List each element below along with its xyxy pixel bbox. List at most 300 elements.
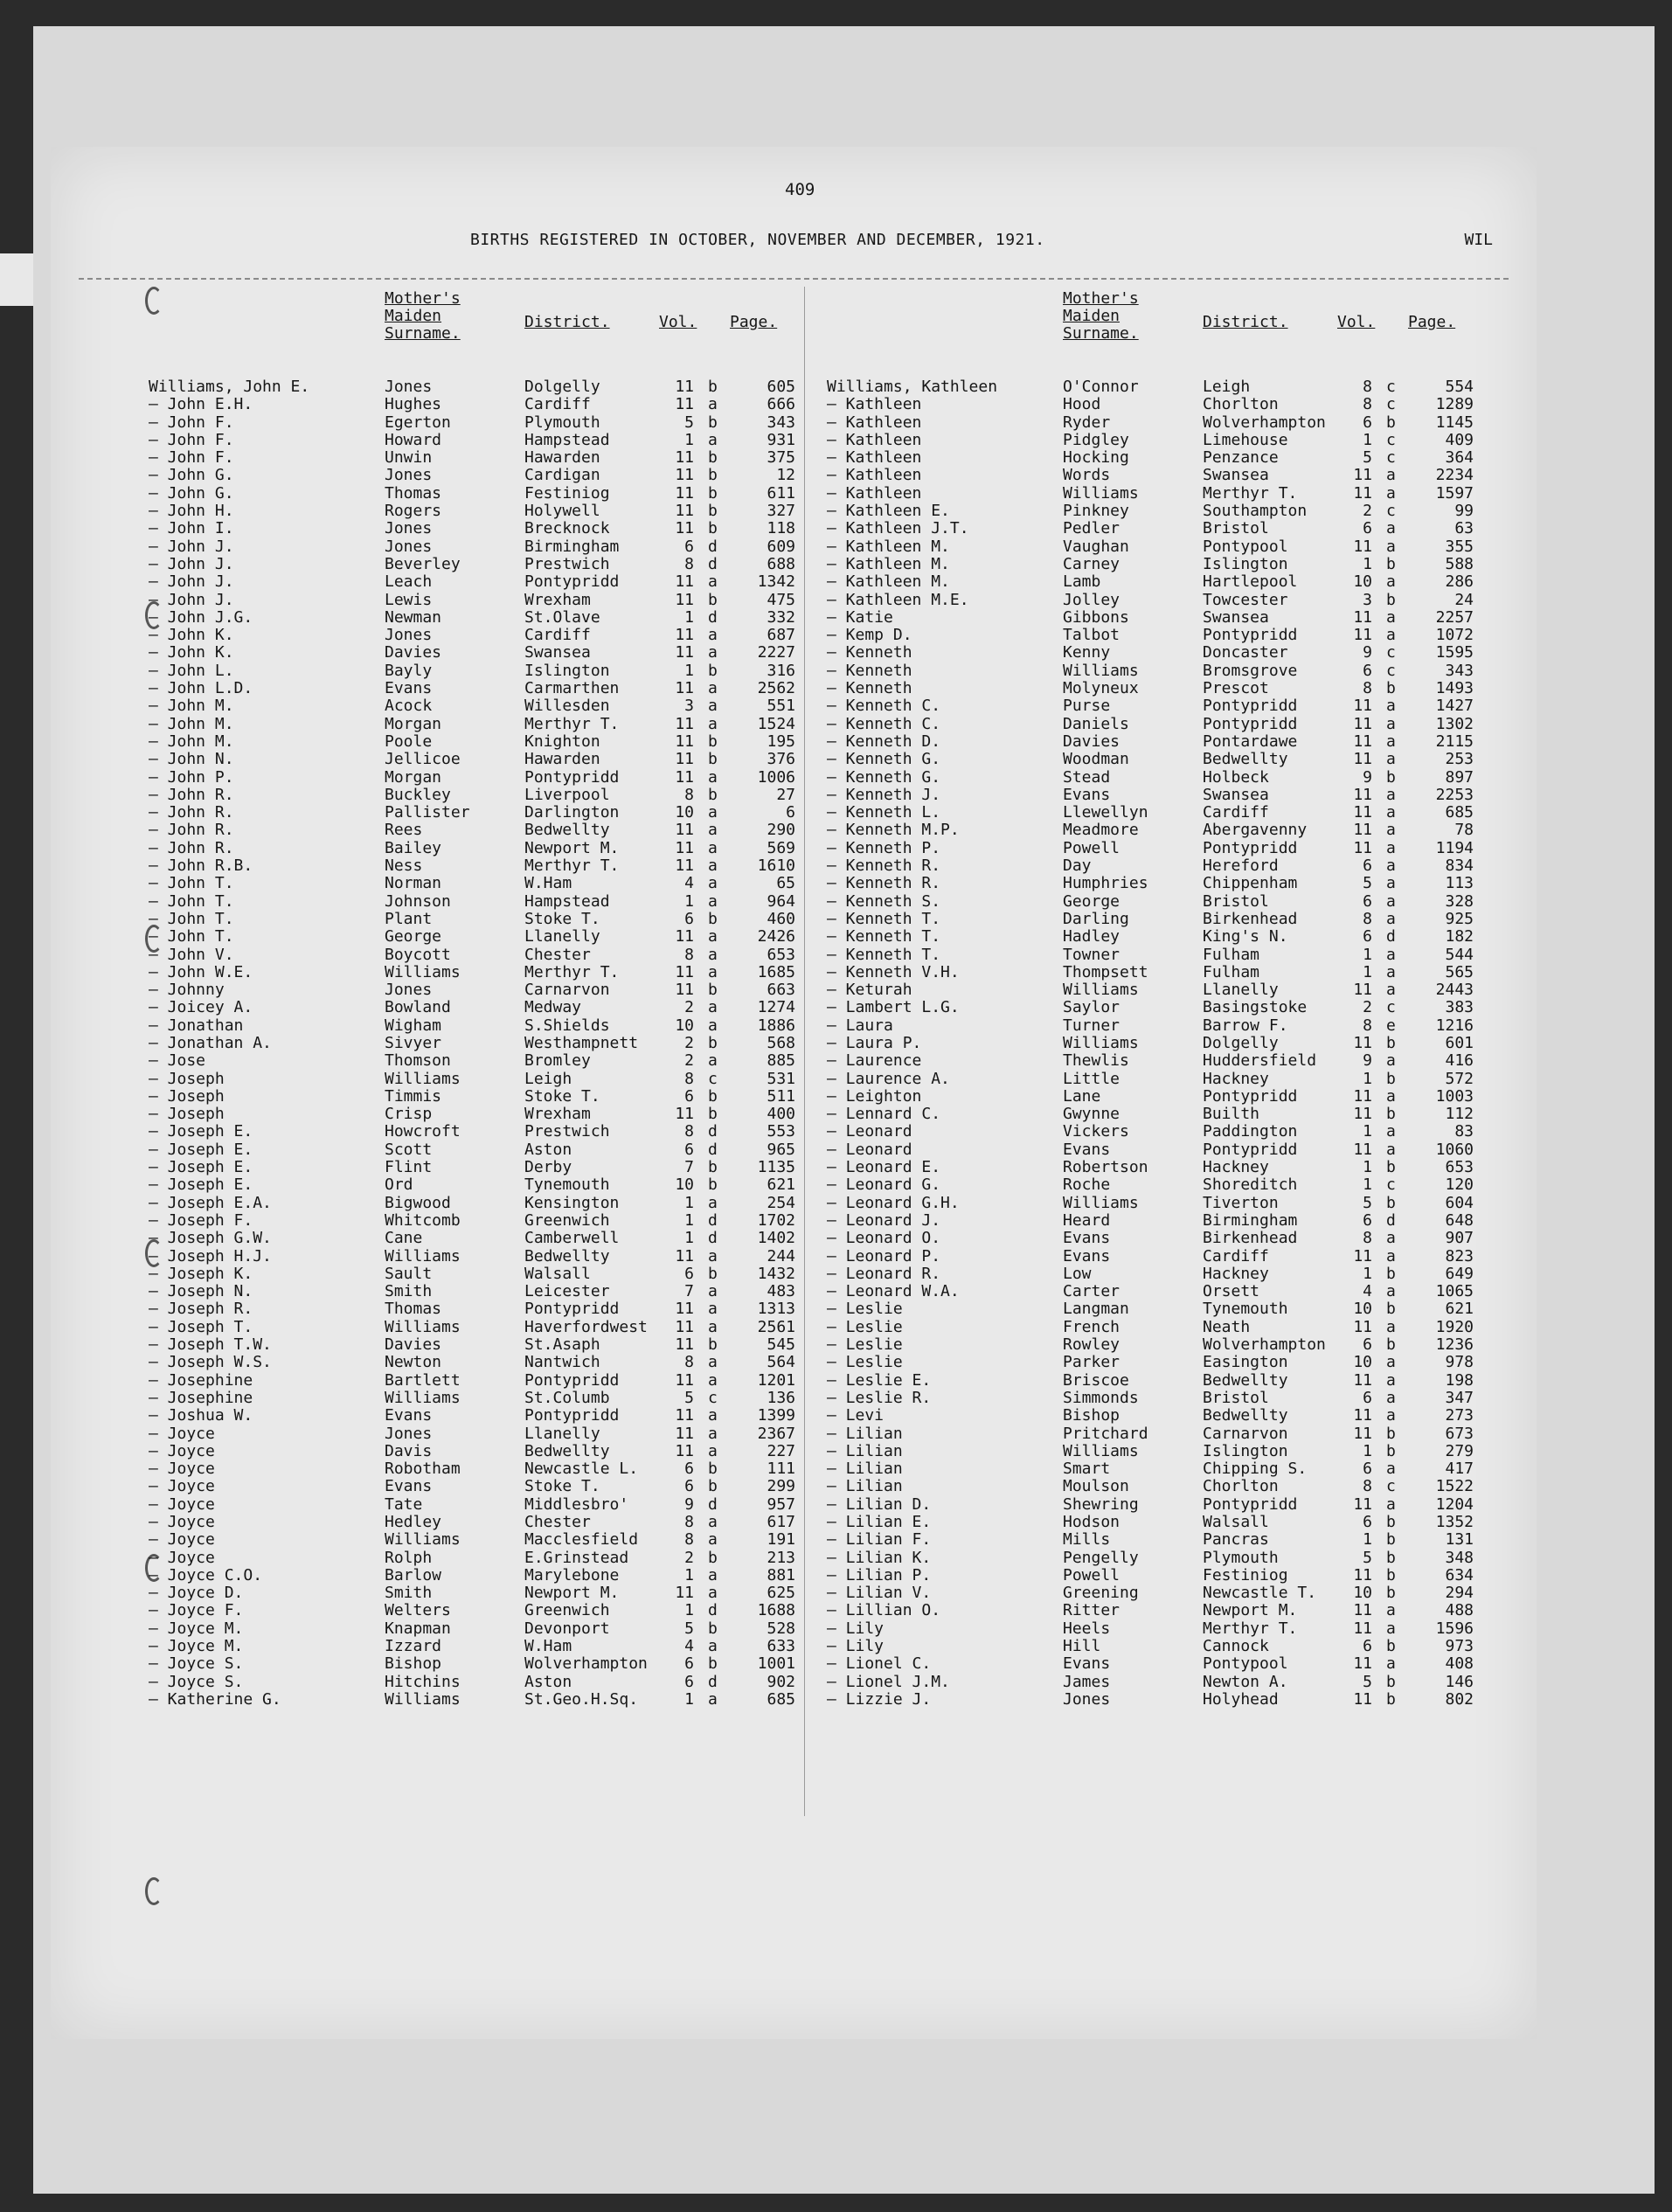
volume-letter: a [1386,1086,1396,1106]
volume-letter: a [708,714,718,733]
volume-letter: b [708,1477,718,1496]
volume: 8 [1363,395,1372,414]
volume: 6 [684,1672,694,1691]
maiden-surname: Welters [385,1601,451,1620]
volume: 5 [1363,874,1372,893]
district-heading: District. [524,313,610,331]
volume-letter: b [708,981,718,1000]
entry-name: — John J. [149,537,234,556]
maiden-surname: Pallister [385,803,470,822]
page-ref: 601 [1445,1033,1474,1052]
page-ref: 118 [767,519,795,538]
maiden-surname: Acock [385,697,433,716]
binder-hole [145,1877,163,1905]
district: Abergavenny [1203,821,1308,840]
volume-letter: a [1386,803,1396,822]
page-ref: 621 [1445,1300,1474,1319]
maiden-surname: Izzard [385,1637,442,1656]
entry-name: — Kenneth G. [827,750,941,769]
maiden-surname: Poole [385,732,433,751]
maiden-surname: Saylor [1063,998,1120,1017]
entry-name: — Laura P. [827,1033,922,1052]
volume: 6 [684,1477,694,1496]
entry-name: — Lily [827,1637,885,1656]
volume-letter: c [1386,643,1396,662]
table-row [827,1229,1517,1246]
page-ref: 663 [767,981,795,1000]
left-column [149,287,839,1708]
table-row [149,1122,839,1140]
page-ref: 195 [767,732,795,751]
maiden-surname: Little [1063,1069,1120,1088]
table-row [149,768,839,786]
volume-letter: a [1386,483,1396,503]
maiden-surname: Woodman [1063,750,1129,769]
maiden-surname: Ritter [1063,1601,1120,1620]
district: Basingstoke [1203,998,1308,1017]
volume-letter: a [1386,1246,1396,1265]
maiden-surname: Williams [1063,661,1139,680]
page-ref: 2257 [1435,607,1474,627]
volume-letter: a [1386,1140,1396,1159]
table-row [149,856,839,874]
table-row [827,1122,1517,1140]
page-ref: 375 [767,448,795,468]
volume: 11 [1353,1246,1372,1265]
entry-name: — Joseph [149,1069,225,1088]
district: Greenwich [524,1601,610,1620]
entry-name: — John J. [149,590,234,609]
page-ref: 572 [1445,1069,1474,1088]
table-row [149,378,839,395]
entry-name: — Jonathan [149,1016,244,1035]
column-header [827,287,1517,357]
district: Swansea [1203,785,1269,804]
page-ref: 554 [1445,378,1474,396]
page-ref: 553 [767,1122,795,1141]
table-row [149,697,839,714]
entry-name: — Joyce S. [149,1672,244,1691]
volume-letter: e [1386,1016,1396,1035]
table-row [827,1247,1517,1265]
table-row [827,732,1517,750]
volume: 11 [1353,1619,1372,1638]
maiden-surname: Williams [385,1069,461,1088]
district: Stoke T. [524,1477,600,1496]
volume-letter: c [1386,1477,1396,1496]
volume-letter: b [1386,679,1396,698]
volume-letter: a [708,1637,718,1656]
entry-name: — John W.E. [149,962,253,981]
volume: 6 [684,909,694,928]
district: Pontypridd [524,572,620,592]
district: Newport M. [524,1584,620,1603]
maiden-surname: Pritchard [1063,1424,1148,1443]
table-row [149,892,839,910]
page-ref: 355 [1445,537,1474,556]
volume-letter: b [708,785,718,804]
table-row [149,1371,839,1389]
entry-name: — Leslie [827,1317,903,1336]
page-ref: 2367 [757,1424,795,1443]
table-row [149,803,839,821]
maiden-surname: Flint [385,1158,433,1177]
table-row [149,821,839,838]
page-ref: 1685 [757,962,795,981]
volume-letter: b [1386,1193,1396,1212]
volume-letter: b [708,732,718,751]
volume-letter: a [1386,714,1396,733]
page-ref: 568 [767,1033,795,1052]
entry-name: — Johnny [149,981,225,1000]
maiden-surname: Thompsett [1063,962,1148,981]
district: Dolgelly [1203,1033,1279,1052]
volume: 6 [1363,519,1372,538]
maiden-surname: Howard [385,430,442,449]
volume-letter: a [708,572,718,592]
district: Hackney [1203,1158,1269,1177]
table-row [149,1389,839,1406]
volume: 11 [1353,626,1372,645]
entry-name: — Kenneth [827,643,912,662]
maiden-surname: Davis [385,1441,433,1460]
entry-name: — Lillian O. [827,1601,941,1620]
volume-letter: a [708,856,718,876]
district: Islington [1203,554,1288,573]
entry-name: Williams, John E. [149,378,310,396]
page-ref: 2253 [1435,785,1474,804]
volume-letter: d [1386,927,1396,947]
district: Newcastle L. [524,1460,639,1479]
heading-line: Maiden [1063,307,1120,325]
volume-letter: b [708,519,718,538]
volume: 11 [675,572,694,592]
table-row [827,927,1517,945]
page-ref: 1302 [1435,714,1474,733]
page-ref: 688 [767,554,795,573]
maiden-surname: Heard [1063,1210,1111,1230]
entry-name: — Kenneth T. [827,927,941,947]
volume-letter: b [708,1033,718,1052]
district: Pontypridd [524,767,620,787]
volume: 1 [684,1689,694,1709]
district: Doncaster [1203,643,1288,662]
district: Tiverton [1203,1193,1279,1212]
volume: 11 [675,714,694,733]
volume: 11 [675,1317,694,1336]
volume: 10 [675,803,694,822]
volume: 6 [1363,891,1372,911]
volume: 11 [1353,714,1372,733]
table-row [149,413,839,431]
vol-heading: Vol. [659,313,697,331]
volume: 11 [675,1105,694,1124]
maiden-surname: Molyneux [1063,679,1139,698]
page-ref: 569 [767,838,795,857]
maiden-surname: Hood [1063,395,1101,414]
table-row [827,1690,1517,1708]
district: Cardiff [524,395,591,414]
table-row [149,1282,839,1300]
table-row [149,998,839,1016]
table-row [827,715,1517,732]
maiden-surname: Cane [385,1229,423,1248]
volume: 11 [675,821,694,840]
volume: 11 [1353,483,1372,503]
volume: 11 [1353,607,1372,627]
district: Swansea [1203,466,1269,485]
maiden-surname: Lane [1063,1086,1101,1106]
entry-name: — Joseph T. [149,1317,253,1336]
district: Chorlton [1203,395,1279,414]
volume-letter: b [708,1335,718,1355]
table-row [149,537,839,555]
volume-letter: a [708,803,718,822]
volume: 1 [684,430,694,449]
maiden-surname: Evans [385,1477,433,1496]
entry-name: — Joyce M. [149,1619,244,1638]
maiden-surname: Jellicoe [385,750,461,769]
entry-name: — Leonard W.A. [827,1282,960,1301]
volume: 3 [1363,590,1372,609]
page-ref: 965 [767,1140,795,1159]
table-row [149,927,839,945]
district: Holywell [524,502,600,521]
volume: 1 [684,1601,694,1620]
page-ref: 1595 [1435,643,1474,662]
volume: 6 [684,1654,694,1674]
page-ref: 1289 [1435,395,1474,414]
volume-letter: a [1386,891,1396,911]
district: Prescot [1203,679,1269,698]
scan-edge-tab [0,253,33,306]
table-row [149,1637,839,1654]
page-title: BIRTHS REGISTERED IN OCTOBER, NOVEMBER AND DECEMBER, 1921. [470,231,1045,249]
entry-name: — Leighton [827,1086,922,1106]
page-ref: 290 [767,821,795,840]
heading-line: Maiden [385,307,442,325]
table-row [149,1425,839,1442]
volume-letter: a [708,998,718,1017]
table-row [149,431,839,448]
volume-letter: a [708,1193,718,1212]
maiden-surname: Ryder [1063,413,1111,432]
page-ref: 227 [767,1441,795,1460]
table-row [149,1353,839,1370]
volume-letter: a [708,1689,718,1709]
page-ref: 475 [767,590,795,609]
page-ref: 653 [767,945,795,964]
volume: 9 [684,1494,694,1514]
volume: 11 [675,767,694,787]
entry-name: — Kathleen E. [827,502,950,521]
entry-name: — Kathleen [827,395,922,414]
district: Birkenhead [1203,1229,1298,1248]
entry-name: — Joseph E.A. [149,1193,272,1212]
volume: 8 [1363,909,1372,928]
page-ref: 24 [1454,590,1474,609]
volume-letter: d [708,607,718,627]
table-row [827,1016,1517,1034]
district: Bedwellty [524,1246,610,1265]
volume: 6 [684,1264,694,1283]
entry-name: — John R. [149,785,234,804]
page-ref: 2562 [757,679,795,698]
district: Carnarvon [1203,1424,1288,1443]
maiden-surname: Jones [385,981,433,1000]
page-ref: 931 [767,430,795,449]
district: Tynemouth [524,1175,610,1195]
district: Wrexham [524,1105,591,1124]
district: Westhampnett [524,1033,639,1052]
volume-letter: b [708,466,718,485]
volume: 8 [684,945,694,964]
entry-name: — Kenneth M.P. [827,821,960,840]
maiden-surname: Stead [1063,767,1111,787]
volume: 11 [675,927,694,947]
district: Cardiff [524,626,591,645]
maiden-surname: O'Connor [1063,378,1139,396]
volume: 11 [675,838,694,857]
page-ref: 625 [767,1584,795,1603]
page-ref: 294 [1445,1584,1474,1603]
volume-letter: a [1386,1122,1396,1141]
maiden-surname: Purse [1063,697,1111,716]
table-row [827,1389,1517,1406]
district: Stoke T. [524,909,600,928]
volume-letter: a [708,1300,718,1319]
table-row [149,1673,839,1690]
volume: 1 [1363,554,1372,573]
table-row [827,1175,1517,1193]
volume: 11 [1353,1317,1372,1336]
table-row [827,1211,1517,1229]
volume-letter: d [708,1601,718,1620]
column-header [149,287,839,357]
volume: 1 [1363,430,1372,449]
table-row [149,1211,839,1229]
table-row [149,466,839,483]
volume: 11 [1353,697,1372,716]
maiden-surname: Ord [385,1175,413,1195]
district: Cannock [1203,1637,1269,1656]
volume: 11 [675,519,694,538]
volume-letter: a [708,838,718,857]
entry-name: — Lily [827,1619,885,1638]
entry-name: — Kenneth J. [827,785,941,804]
district: Newton A. [1203,1672,1288,1691]
volume-letter: a [1386,697,1396,716]
entry-name: — Joicey A. [149,998,253,1017]
volume-letter: a [1386,1051,1396,1071]
entry-name: — John H. [149,502,234,521]
district: Bedwellty [524,1441,610,1460]
entry-name: — Katherine G. [149,1689,281,1709]
district: Llanelly [524,1424,600,1443]
entry-name: — John M. [149,714,234,733]
volume: 8 [1363,1477,1372,1496]
volume: 6 [1363,1460,1372,1479]
page-ref: 964 [767,891,795,911]
district: Leicester [524,1282,610,1301]
district: Shoreditch [1203,1175,1298,1195]
entry-name: — John R. [149,838,234,857]
table-row [827,750,1517,767]
entry-name: — John F. [149,448,234,468]
maiden-surname: Thomson [385,1051,451,1071]
table-row [149,1584,839,1601]
page-ref: 1522 [1435,1477,1474,1496]
entry-name: — Joshua W. [149,1406,253,1425]
district: Bristol [1203,519,1269,538]
table-row [827,697,1517,714]
maiden-surname: Williams [385,1317,461,1336]
entry-name: — John L.D. [149,679,253,698]
table-row [149,1265,839,1282]
volume-letter: a [1386,537,1396,556]
page-ref: 400 [767,1105,795,1124]
district: Brecknock [524,519,610,538]
district: Swansea [1203,607,1269,627]
volume: 11 [1353,1601,1372,1620]
entry-name: — Joseph E. [149,1158,253,1177]
page-ref: 408 [1445,1654,1474,1674]
maiden-surname: Plant [385,909,433,928]
page-ref: 528 [767,1619,795,1638]
district: Stoke T. [524,1086,600,1106]
table-row [149,679,839,697]
page-ref: 146 [1445,1672,1474,1691]
page-ref: 834 [1445,856,1474,876]
volume: 9 [1363,1051,1372,1071]
right-entries [827,378,1517,1708]
maiden-surname: Rogers [385,502,442,521]
district: Hawarden [524,750,600,769]
district: Easington [1203,1353,1288,1372]
page-ref: 1135 [757,1158,795,1177]
heading-line: Surname. [1063,324,1139,343]
maiden-surname: Carney [1063,554,1120,573]
entry-name: — Lilian [827,1441,903,1460]
volume-letter: b [1386,1069,1396,1088]
volume-letter: b [708,590,718,609]
entry-name: — Joseph W.S. [149,1353,272,1372]
page-ref: 1216 [1435,1016,1474,1035]
volume: 11 [675,1300,694,1319]
district: Leigh [1203,378,1251,396]
district: Limehouse [1203,430,1288,449]
entry-name: — John I. [149,519,234,538]
volume: 11 [675,750,694,769]
volume: 2 [684,998,694,1017]
page-ref: 1702 [757,1210,795,1230]
district: Kensington [524,1193,620,1212]
maiden-surname: Langman [1063,1300,1129,1319]
volume-letter: b [1386,1105,1396,1124]
volume: 5 [684,413,694,432]
page-ref: 273 [1445,1406,1474,1425]
maiden-surname: Words [1063,466,1111,485]
table-row [827,892,1517,910]
heading-line: Surname. [385,324,461,343]
maiden-surname: Williams [385,1246,461,1265]
table-row [827,626,1517,643]
table-row [827,1406,1517,1424]
page-ref: 1060 [1435,1140,1474,1159]
maiden-surname: Evans [1063,1229,1111,1248]
page-ref: 2234 [1435,466,1474,485]
maiden-surname: Evans [1063,785,1111,804]
